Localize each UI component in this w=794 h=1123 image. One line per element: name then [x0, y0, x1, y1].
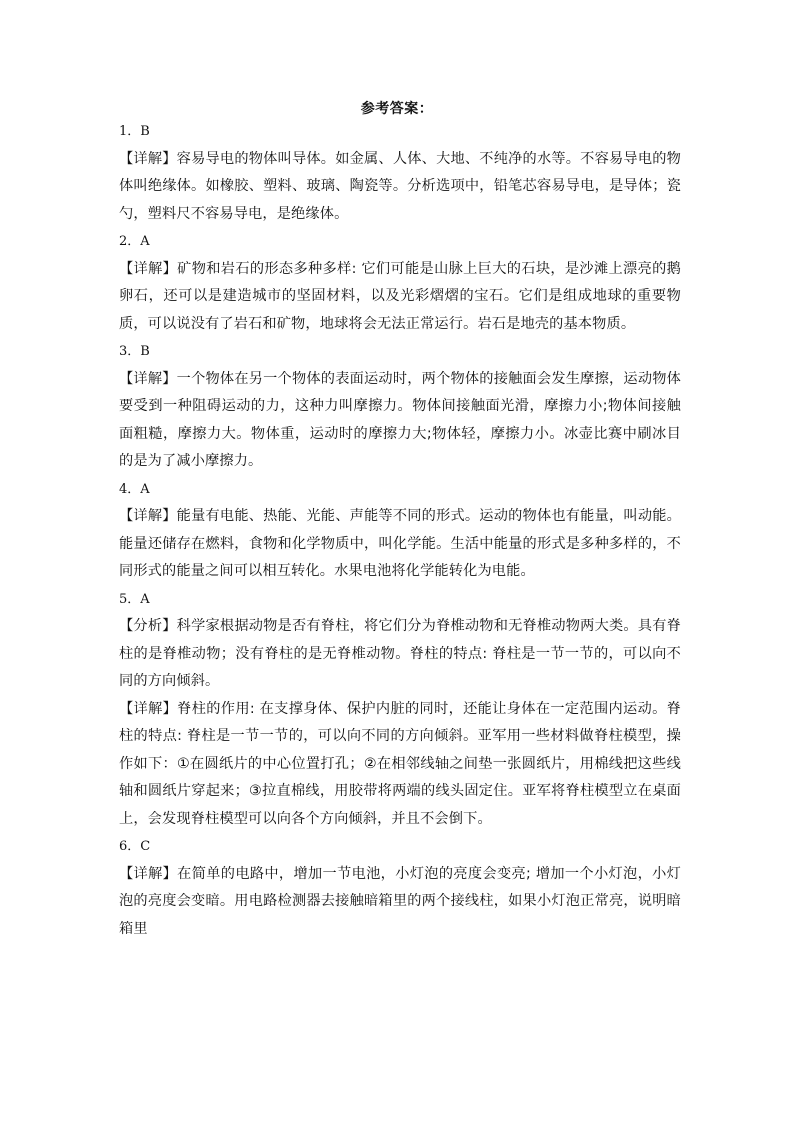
answer-label: 3．B	[119, 344, 150, 359]
explanation-paragraph: 【详解】容易导电的物体叫导体。如金属、人体、大地、不纯净的水等。不容易导电的物体叫绝缘体。如橡胶、塑料、玻璃、陶瓷等。分析选项中，铅笔芯容易导电，是导体；瓷勺，塑料尺不容易导电，是绝缘体。	[119, 150, 681, 222]
explanation-tag: 详解	[133, 700, 163, 717]
analysis-text: 科学家根据动物是否有脊柱，将它们分为脊椎动物和无脊椎动物两大类。具有脊柱的是脊椎动物；没有脊柱的是无脊椎动物。脊柱的特点: 脊柱是一节一节的，可以向不同的方向倾斜。	[119, 618, 681, 689]
explanation-text: 容易导电的物体叫导体。如金属、人体、大地、不纯净的水等。不容易导电的物体叫绝缘体。如橡胶、塑料、玻璃、陶瓷等。分析选项中，铅笔芯容易导电，是导体；瓷勺，塑料尺不容易导电，是绝缘体。	[119, 150, 681, 222]
explanation-tag: 详解	[133, 260, 163, 277]
explanation-paragraph: 【详解】脊柱的作用: 在支撑身体、保护内脏的同时，还能让身体在一定范围内运动。脊柱的特点: 脊柱是一节一节的，可以向不同的方向倾斜。亚军用一些材料做脊柱模型，操作如下：①在圆纸片的中心位置打孔；②在相邻线轴之间垫一张圆纸片，用棉线把这些线轴和圆纸片穿起来；③拉直棉线，用胶带将两端的线头固定住。亚军将脊柱模型立在桌面上，会发现脊柱模型可以向各个方向倾斜，并且不会倒下。	[119, 700, 681, 827]
explanation-paragraph: 【详解】矿物和岩石的形态多种多样: 它们可能是山脉上巨大的石块，是沙滩上漂亮的鹅卵石，还可以是建造城市的坚固材料，以及光彩熠熠的宝石。它们是组成地球的重要物质，可以说没有了岩石和矿物，地球将会无法正常运行。岩石是地壳的基本物质。	[119, 260, 681, 332]
answer-item	[119, 338, 681, 476]
answer-item	[119, 118, 681, 228]
analysis-paragraph: 【分析】科学家根据动物是否有脊柱，将它们分为脊椎动物和无脊椎动物两大类。具有脊柱的是脊椎动物；没有脊柱的是无脊椎动物。脊柱的特点: 脊柱是一节一节的，可以向不同的方向倾斜。	[119, 618, 681, 689]
answer-label: 5．A	[119, 591, 150, 607]
answer-label: 2．A	[119, 234, 150, 249]
answer-list	[119, 118, 681, 943]
explanation-text: 矿物和岩石的形态多种多样: 它们可能是山脉上巨大的石块，是沙滩上漂亮的鹅卵石，还可以是建造城市的坚固材料，以及光彩熠熠的宝石。它们是组成地球的重要物质，可以说没有了岩石和矿物，地球将会无法正常运行。岩石是地壳的基本物质。	[119, 260, 681, 332]
explanation-paragraph: 【详解】能量有电能、热能、光能、声能等不同的形式。运动的物体也有能量，叫动能。能量还储存在燃料，食物和化学物质中，叫化学能。生活中能量的形式是多种多样的，不同形式的能量之间可以相互转化。水果电池将化学能转化为电能。	[119, 508, 681, 579]
explanation-tag: 详解	[133, 150, 163, 167]
explanation-text: 脊柱的作用: 在支撑身体、保护内脏的同时，还能让身体在一定范围内运动。脊柱的特点: 脊柱是一节一节的，可以向不同的方向倾斜。亚军用一些材料做脊柱模型，操作如下：①在圆纸片的中心位置打孔；②在相邻线轴之间垫一张圆纸片，用棉线把这些线轴和圆纸片穿起来；③拉直棉线，用胶带将两端的线头固定住。亚军将脊柱模型立在桌面上，会发现脊柱模型可以向各个方向倾斜，并且不会倒下。	[119, 700, 681, 827]
explanation-paragraph: 【详解】在简单的电路中，增加一节电池，小灯泡的亮度会变亮; 增加一个小灯泡，小灯泡的亮度会变暗。用电路检测器去接触暗箱里的两个接线柱，如果小灯泡正常亮，说明暗箱里	[119, 865, 681, 937]
explanation-text: 能量有电能、热能、光能、声能等不同的形式。运动的物体也有能量，叫动能。能量还储存在燃料，食物和化学物质中，叫化学能。生活中能量的形式是多种多样的，不同形式的能量之间可以相互转化。水果电池将化学能转化为电能。	[119, 508, 681, 579]
answer-item	[119, 228, 681, 338]
answer-label: 1．B	[119, 124, 150, 139]
explanation-tag: 详解	[133, 370, 163, 387]
explanation-text: 一个物体在另一个物体的表面运动时，两个物体的接触面会发生摩擦，运动物体要受到一种阻碍运动的力，这种力叫摩擦力。物体间接触面光滑，摩擦力小;物体间接触面粗糙，摩擦力大。物体重，运动时的摩擦力大;物体轻，摩擦力小。冰壶比赛中刷冰目的是为了减小摩擦力。	[119, 370, 681, 469]
answer-item	[119, 476, 681, 586]
answer-label: 4．A	[119, 481, 150, 497]
explanation-tag: 详解	[133, 865, 163, 882]
answer-label: 6．C	[119, 839, 151, 854]
answer-item	[119, 833, 681, 943]
explanation-text: 在简单的电路中，增加一节电池，小灯泡的亮度会变亮; 增加一个小灯泡，小灯泡的亮度会变暗。用电路检测器去接触暗箱里的两个接线柱，如果小灯泡正常亮，说明暗箱里	[119, 865, 681, 937]
answer-item	[119, 586, 681, 834]
explanation-tag: 详解	[133, 508, 163, 524]
explanation-paragraph: 【详解】一个物体在另一个物体的表面运动时，两个物体的接触面会发生摩擦，运动物体要受到一种阻碍运动的力，这种力叫摩擦力。物体间接触面光滑，摩擦力小;物体间接触面粗糙，摩擦力大。物体重，运动时的摩擦力大;物体轻，摩擦力小。冰壶比赛中刷冰目的是为了减小摩擦力。	[119, 370, 681, 469]
page-title: 参考答案：	[360, 101, 434, 117]
analysis-tag: 分析	[133, 618, 163, 634]
